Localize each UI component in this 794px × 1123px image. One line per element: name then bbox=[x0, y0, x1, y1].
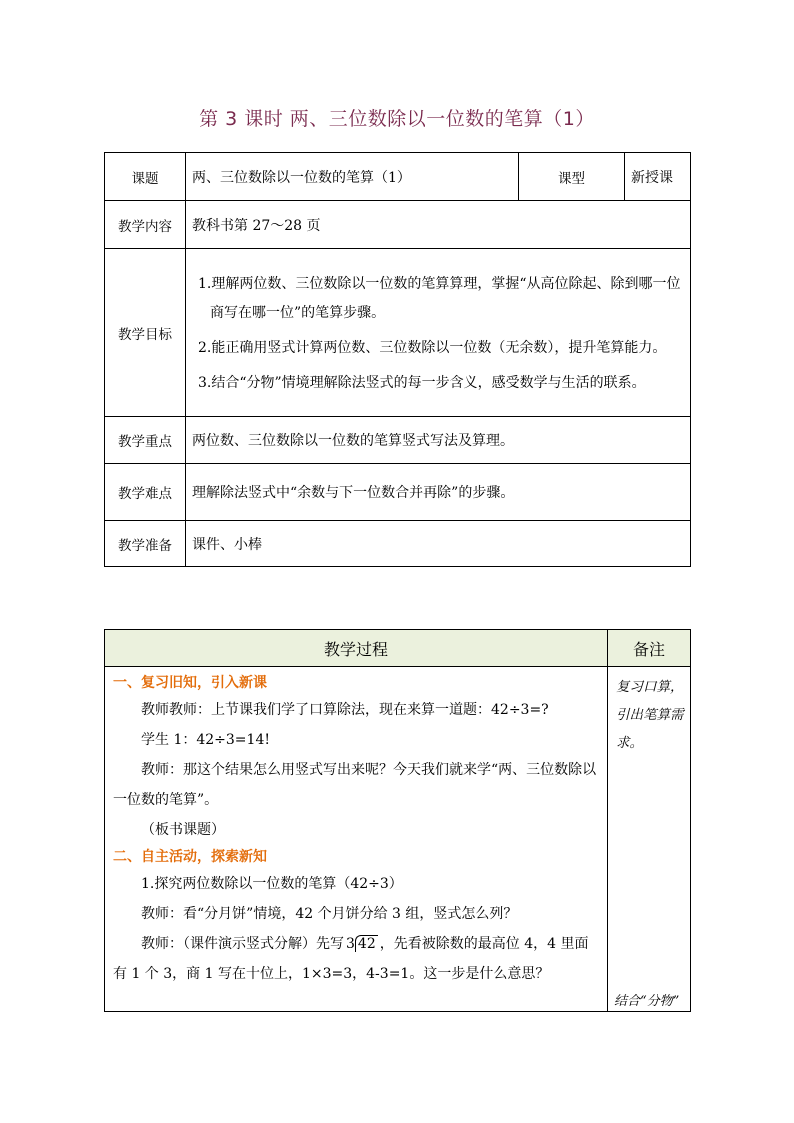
notes-cell bbox=[608, 667, 691, 1012]
key-value: 两位数、三位数除以一位数的笔算竖式写法及算理。 bbox=[186, 417, 691, 464]
lesson-value: 两、三位数除以一位数的笔算（1） bbox=[186, 153, 519, 201]
process-header: 教学过程 bbox=[105, 630, 608, 667]
long-division-symbol bbox=[344, 929, 380, 959]
type-label: 课型 bbox=[519, 153, 625, 201]
section-title: 二、自主活动，探索新知 bbox=[113, 849, 267, 865]
difficulty-label: 教学难点 bbox=[105, 464, 186, 521]
lesson-label: 课题 bbox=[105, 153, 186, 201]
section-title: 一、复习旧知，引入新课 bbox=[113, 675, 267, 691]
prep-label: 教学准备 bbox=[105, 521, 186, 567]
paragraph: （板书课题） bbox=[141, 822, 225, 838]
goal-item: 1.理解两位数、三位数除以一位数的笔算算理，掌握“从高位除起、除到哪一位商写在哪一位”的笔算步骤。 bbox=[198, 275, 681, 321]
key-label: 教学重点 bbox=[105, 417, 186, 464]
goal-item: 3.结合“分物”情境理解除法竖式的每一步含义，感受数学与生活的联系。 bbox=[198, 374, 646, 391]
process-body bbox=[105, 667, 608, 1012]
dividend: 42 bbox=[355, 935, 378, 952]
notes-header: 备注 bbox=[608, 630, 691, 667]
difficulty-value: 理解除法竖式中“余数与下一位数合并再除”的步骤。 bbox=[186, 464, 691, 521]
lesson-info-table bbox=[104, 152, 691, 567]
paragraph-long-division bbox=[113, 929, 599, 989]
note-division: 结合“分物” bbox=[614, 994, 680, 1009]
goals-label: 教学目标 bbox=[105, 249, 186, 417]
page-title: 第 3 课时 两、三位数除以一位数的笔算（1） bbox=[199, 108, 595, 130]
goals-cell bbox=[186, 249, 691, 417]
content-label: 教学内容 bbox=[105, 201, 186, 249]
paragraph: 教师：那这个结果怎么用竖式写出来呢？今天我们就来学“两、三位数除以一位数的笔算”。 bbox=[113, 762, 597, 808]
content-value: 教科书第 27～28 页 bbox=[186, 201, 691, 249]
paragraph: 1.探究两位数除以一位数的笔算（42÷3） bbox=[141, 876, 403, 892]
goal-item: 2.能正确用竖式计算两位数、三位数除以一位数（无余数），提升笔算能力。 bbox=[198, 339, 667, 356]
paragraph-suffix: ，先看被除数的最高位 4，4 里面有 1 个 3，商 1 写在十位上，1×3=3，4-3=1。这一步是什么意思？ bbox=[113, 936, 589, 982]
divisor: 3 bbox=[346, 936, 355, 952]
paragraph-prefix: 教师：（课件演示竖式分解）先写 bbox=[141, 936, 344, 952]
paragraph: 教师教师：上节课我们学了口算除法，现在来算一道题：42÷3=? bbox=[141, 702, 549, 718]
type-value: 新授课 bbox=[625, 153, 691, 201]
prep-value: 课件、小棒 bbox=[186, 521, 691, 567]
paragraph: 教师：看“分月饼”情境，42 个月饼分给 3 组，竖式怎么列？ bbox=[141, 906, 518, 922]
teaching-process-table bbox=[104, 629, 691, 1012]
note-review: 复习口算，引出笔算需求。 bbox=[616, 679, 684, 751]
paragraph: 学生 1：42÷3=14! bbox=[141, 732, 270, 748]
